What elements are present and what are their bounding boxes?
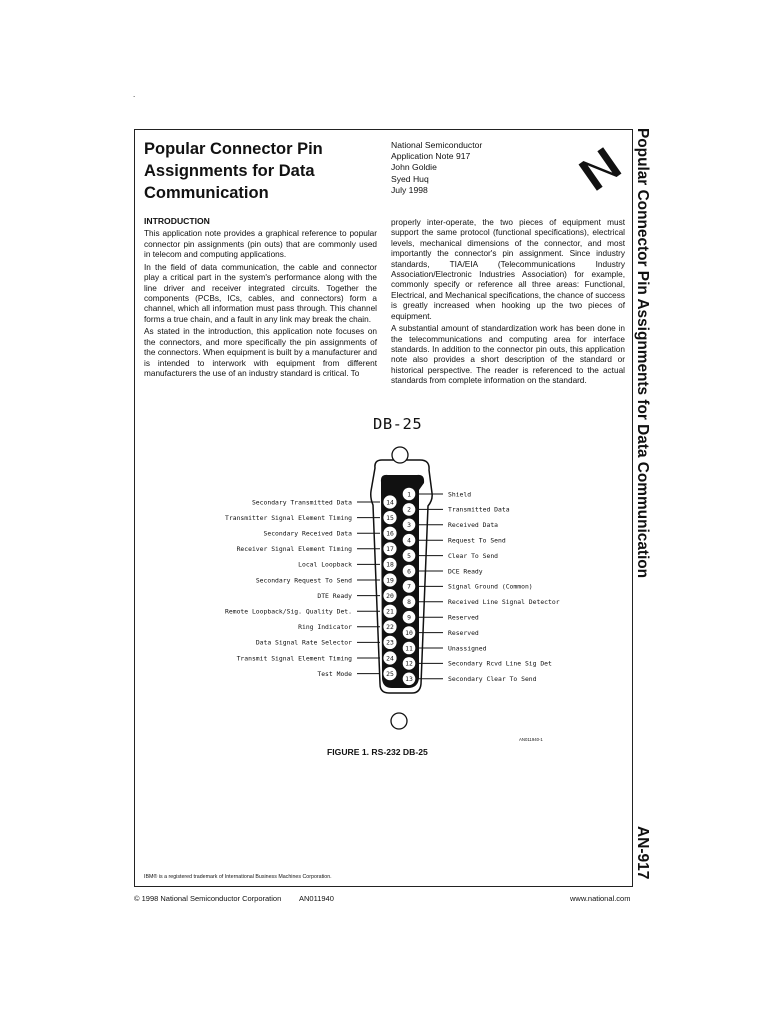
- pin-number: 22: [386, 623, 394, 632]
- pin-number: 4: [407, 536, 411, 545]
- title-line-3: Communication: [144, 184, 269, 202]
- pin-label: Reserved: [448, 613, 479, 622]
- pin-label: Received Line Signal Detector: [448, 598, 560, 607]
- intro-paragraph: In the field of data communication, the cable and connector play a critical part in the system's performance along with the line driver and receiver integrated circuits. Together the components (PCBs, ICs, cables, and connectors) form a channel, which all information must pass through. This channel forms a true chain, and a fault in any link may break the chain.: [144, 262, 377, 324]
- pin-number: 5: [407, 551, 411, 560]
- pin-number: 8: [407, 598, 411, 607]
- pin-number: 21: [386, 607, 394, 616]
- pin-number: 10: [405, 628, 413, 637]
- pin-label: Local Loopback: [298, 560, 352, 569]
- mounting-hole-top: [392, 447, 408, 463]
- footer-doc-id: AN011940: [299, 894, 334, 903]
- pin-number: 16: [386, 529, 394, 538]
- footer-copyright: © 1998 National Semiconductor Corporation: [134, 894, 282, 903]
- pin-label: Receiver Signal Element Timing: [236, 545, 352, 554]
- side-code-text: AN-917: [634, 826, 651, 880]
- pin-label: Secondary Received Data: [263, 529, 352, 538]
- figure-caption: FIGURE 1. RS-232 DB-25: [327, 747, 428, 757]
- pin-label: Transmitted Data: [448, 505, 510, 514]
- trademark-note: IBM® is a registered trademark of International Business Machines Corporation.: [144, 874, 332, 880]
- pin-number: 18: [386, 560, 394, 569]
- pin-number: 20: [386, 591, 394, 600]
- pin-label: Transmit Signal Element Timing: [236, 654, 352, 663]
- pin-label: DCE Ready: [448, 567, 483, 576]
- intro-paragraph: As stated in the introduction, this application note focuses on the connectors, and more specifically the pin assignments of the connectors. When equipment is built by a manufacturer and is intended to interwork with equipment from different manufacturers the use of an industry standard is critical. To: [144, 327, 377, 379]
- pin-label: Signal Ground (Common): [448, 582, 533, 591]
- pin-label: Unassigned: [448, 644, 487, 653]
- pin-number: 13: [405, 675, 413, 684]
- connector-title: DB-25: [373, 415, 423, 433]
- side-title-text: Popular Connector Pin Assignments for Data Communication: [634, 128, 651, 579]
- pin-number: 24: [386, 654, 394, 663]
- pin-number: 23: [386, 638, 394, 647]
- pin-number: 2: [407, 505, 411, 514]
- pin-number: 9: [407, 613, 411, 622]
- pin-label: Reserved: [448, 628, 479, 637]
- meta-company: National Semiconductor: [391, 140, 483, 150]
- meta-author-2: Syed Huq: [391, 173, 429, 184]
- pin-label: Ring Indicator: [298, 623, 352, 632]
- pin-number: 6: [407, 567, 411, 576]
- pin-label: Received Data: [448, 521, 499, 530]
- footer-url[interactable]: www.national.com: [570, 894, 631, 903]
- intro-paragraph: This application note provides a graphical reference to popular connector pin assignments (pin outs) that are commonly used in telecom and computing applications.: [144, 229, 377, 260]
- pin-number: 3: [407, 521, 411, 530]
- pin-label: Secondary Rcvd Line Sig Det: [448, 659, 552, 668]
- intro-paragraph: A substantial amount of standardization work has been done in the telecommunications and computing area for interface standards. In addition to the connector pin outs, this application note also provides a short description of the standard or historical perspective. The reader is referenced to the actual standards from complete information on the standard.: [391, 324, 625, 386]
- mounting-hole-bottom: [391, 713, 407, 729]
- pin-label: Request To Send: [448, 536, 506, 545]
- figure-id: AN011940-1: [519, 737, 543, 742]
- pin-label: DTE Ready: [317, 591, 352, 600]
- title-line-1: Popular Connector Pin: [144, 140, 323, 158]
- pin-number: 19: [386, 576, 394, 585]
- intro-heading: INTRODUCTION: [144, 216, 210, 226]
- title-line-2: Assignments for Data: [144, 162, 315, 180]
- pin-label: Shield: [448, 490, 472, 499]
- pin-number: 17: [386, 545, 394, 554]
- pin-number: 14: [386, 498, 394, 507]
- pin-label: Clear To Send: [448, 551, 499, 560]
- pin-number: 11: [405, 644, 413, 653]
- pin-label: Secondary Clear To Send: [448, 675, 537, 684]
- stray-mark: .: [133, 90, 136, 99]
- pin-label: Transmitter Signal Element Timing: [225, 513, 352, 522]
- pin-label: Secondary Transmitted Data: [251, 498, 352, 507]
- pin-number: 1: [407, 490, 411, 499]
- pin-number: 7: [407, 582, 411, 591]
- meta-author-1: John Goldie: [391, 162, 437, 173]
- intro-paragraph: properly inter-operate, the two pieces of equipment must support the same protocol (functional specifications), electrical levels, mechanical dimensions of the connector, and most importantly the connector's pin assignment. Since industry standards, TIA/EIA (Telecommunications Industry Association/Electronic Industries Association) for example, commonly specify or reference all three areas: Functional, Electrical, and Mechanical specifications, the chance of success is greatly increased when hooking up the two pieces of equipment.: [391, 218, 625, 321]
- pin-number: 15: [386, 513, 394, 522]
- meta-app-note: Application Note 917: [391, 151, 471, 162]
- pin-number: 12: [405, 659, 413, 668]
- pin-label: Data Signal Rate Selector: [255, 638, 352, 647]
- meta-date: July 1998: [391, 184, 428, 195]
- pin-number: 25: [386, 669, 394, 678]
- pin-label: Secondary Request To Send: [255, 576, 352, 585]
- pin-label: Remote Loopback/Sig. Quality Det.: [225, 607, 352, 616]
- pin-label: Test Mode: [317, 669, 352, 678]
